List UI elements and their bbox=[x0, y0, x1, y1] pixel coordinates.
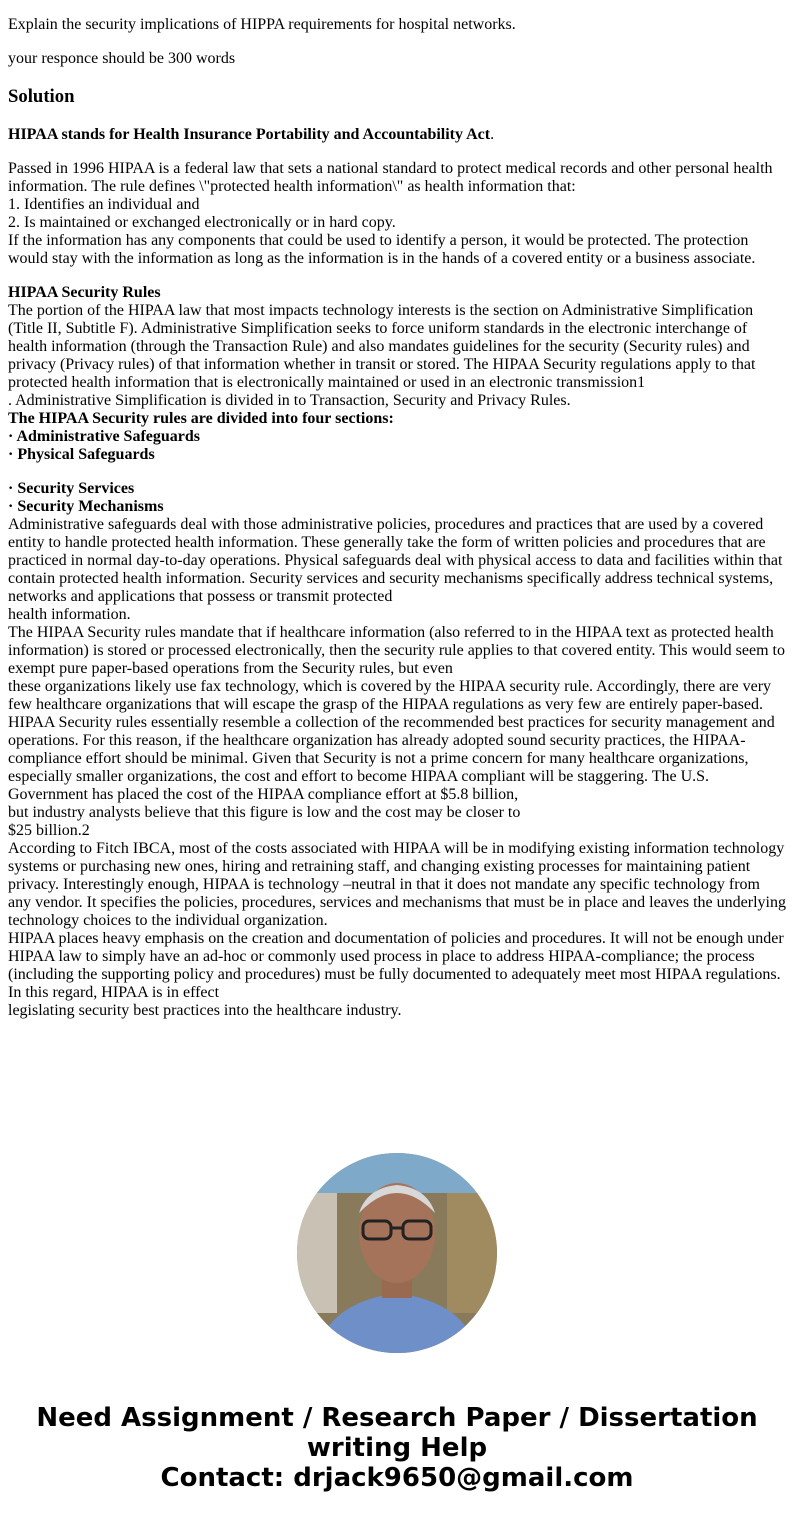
intro-bold: HIPAA stands for Health Insurance Portability and Accountability Act bbox=[8, 126, 491, 143]
solution-heading: Solution bbox=[8, 86, 75, 107]
section-heading: HIPAA Security Rules bbox=[8, 284, 161, 301]
text-line: but industry analysts believe that this figure is low and the cost may be closer to bbox=[8, 804, 521, 821]
bullet-item: · Security Mechanisms bbox=[8, 498, 164, 515]
list-item: 2. Is maintained or exchanged electronically or in hard copy. bbox=[8, 214, 396, 231]
text-line: Administrative safeguards deal with those administrative policies, procedures and practices that are used by a covered entity to handle protected health information. These generally take the form of written policies and procedures that are practiced in normal day-to-day operations. Physical safeguards deal with physical access to data and facilities within that contain protected health information. Security services and security mechanisms specifically address technical systems, networks and applications that possess or transmit protected bbox=[8, 516, 783, 605]
intro bbox=[8, 126, 786, 144]
contact-footer bbox=[0, 1403, 794, 1493]
author-avatar bbox=[297, 1153, 497, 1353]
text-line: HIPAA Security rules essentially resemble a collection of the recommended best practices for security management and operations. For this reason, if the healthcare organization has already adopted sound security practices, the HIPAA-compliance effort should be minimal. Given that Security is not a prime concern for many healthcare organizations, especially smaller organizations, the cost and effort to become HIPAA compliant will be staggering. The U.S. Government has placed the cost of the HIPAA compliance effort at $5.8 billion, bbox=[8, 714, 775, 803]
question-requirement: your responce should be 300 words bbox=[8, 50, 236, 67]
bold-line: The HIPAA Security rules are divided into four sections: bbox=[8, 410, 394, 427]
paragraph-details bbox=[8, 480, 786, 1020]
text-line: The portion of the HIPAA law that most impacts technology interests is the section on Administrative Simplification (Title II, Subtitle F). Administrative Simplification seeks to force uniform standards in the electronic interchange of health information (through the Transaction Rule) and also mandates guidelines for the security (Security rules) and privacy (Privacy rules) of that information whether in transit or stored. The HIPAA Security regulations apply to that protected health information that is electronically maintained or used in an electronic transmission1 bbox=[8, 302, 756, 391]
bullet-item: · Security Services bbox=[8, 480, 135, 497]
bullet-item: · Physical Safeguards bbox=[8, 446, 155, 463]
footer-contact: Contact: drjack9650@gmail.com bbox=[160, 1463, 634, 1493]
text-line: According to Fitch IBCA, most of the costs associated with HIPAA will be in modifying existing information technology systems or purchasing new ones, hiring and retraining staff, and changing existing processes for maintaining patient privacy. Interestingly enough, HIPAA is technology –neutral in that it does not mandate any specific technology from any vendor. It specifies the policies, procedures, services and mechanisms that must be in place and leaves the underlying technology choices to the individual organization. bbox=[8, 840, 786, 929]
bullet-item: · Administrative Safeguards bbox=[8, 428, 201, 445]
document bbox=[0, 16, 794, 1020]
text-line: legislating security best practices into the healthcare industry. bbox=[8, 1002, 402, 1019]
list-item: 1. Identifies an individual and bbox=[8, 196, 200, 213]
text-line: these organizations likely use fax technology, which is covered by the HIPAA security rule. Accordingly, there are very few healthcare organizations that will escape the grasp of the HIPAA regulations as very few are entirely paper-based. bbox=[8, 678, 772, 713]
text-line: $25 billion.2 bbox=[8, 822, 90, 839]
text-line: . Administrative Simplification is divided in to Transaction, Security and Privacy Rules. bbox=[8, 392, 571, 409]
question-prompt: Explain the security implications of HIPPA requirements for hospital networks. bbox=[8, 16, 516, 33]
text-line: health information. bbox=[8, 606, 131, 623]
paragraph-security-rules bbox=[8, 284, 786, 464]
text-line: If the information has any components that could be used to identify a person, it would be protected. The protection would stay with the information as long as the information is in the hands of a covered entity or a business associate. bbox=[8, 232, 756, 267]
paragraph-definition bbox=[8, 160, 786, 268]
intro-tail: . bbox=[490, 126, 495, 143]
footer-promo: Need Assignment / Research Paper / Dissertation writing Help bbox=[36, 1403, 758, 1463]
text-line: HIPAA places heavy emphasis on the creation and documentation of policies and procedures. It will not be enough under HIPAA law to simply have an ad-hoc or commonly used process in place to address HIPAA-compliance; the process (including the supporting policy and procedures) must be fully documented to adequately meet most HIPAA regulations. In this regard, HIPAA is in effect bbox=[8, 930, 784, 1001]
text-line: Passed in 1996 HIPAA is a federal law that sets a national standard to protect medical records and other personal health information. The rule defines \"protected health information\" as health information that: bbox=[8, 160, 773, 195]
text-line: The HIPAA Security rules mandate that if healthcare information (also referred to in the HIPAA text as protected health information) is stored or processed electronically, then the security rule applies to that covered entity. This would seem to exempt pure paper-based operations from the Security rules, but even bbox=[8, 624, 785, 677]
